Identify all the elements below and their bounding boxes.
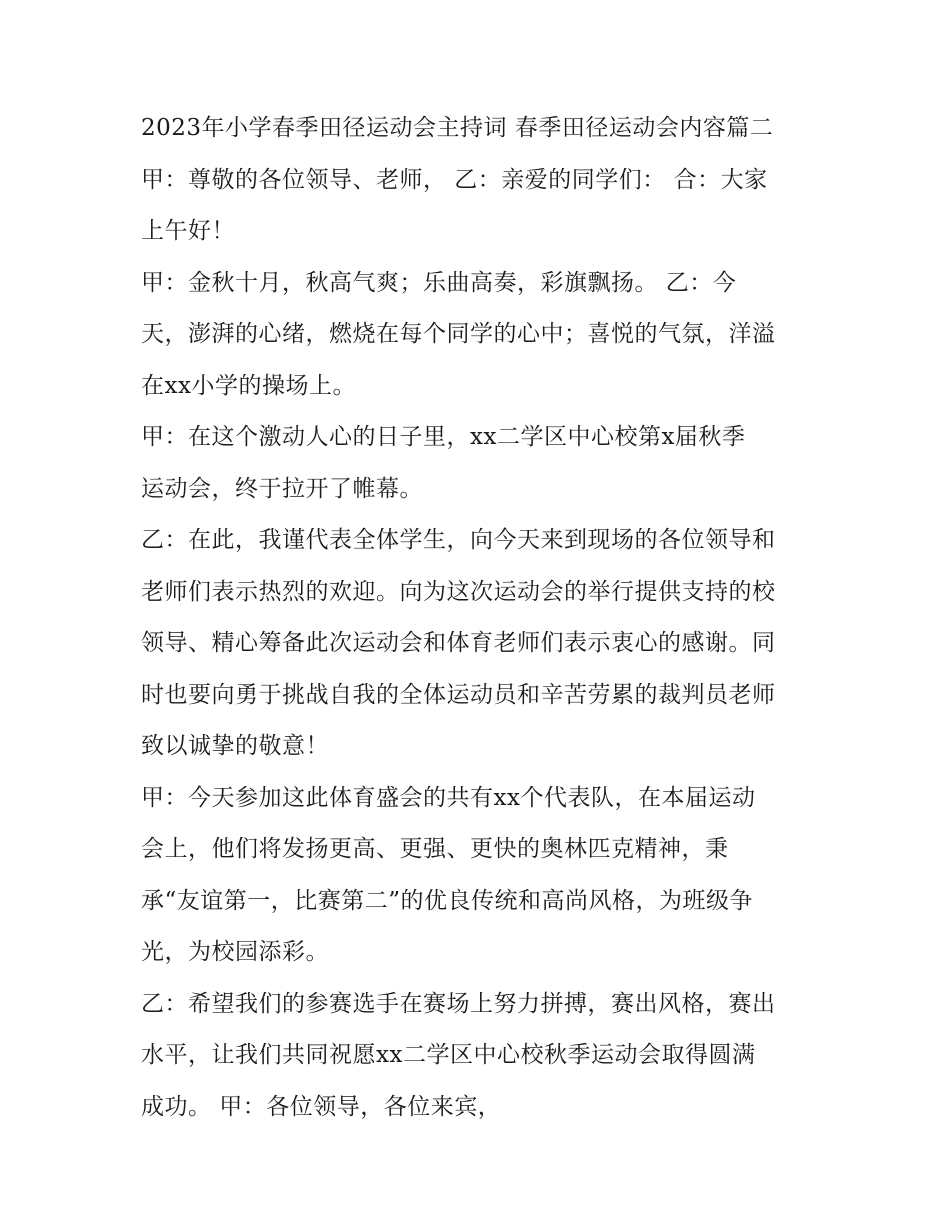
- text-line: 光，为校园添彩。: [141, 939, 329, 965]
- text-line: 会上，他们将发扬更高、更强、更快的奥林匹克精神，秉: [141, 836, 729, 862]
- text-line: 甲：尊敬的各位领导、老师， 乙：亲爱的同学们： 合：大家: [141, 166, 768, 193]
- text-line: 水平，让我们共同祝愿xx二学区中心校秋季运动会取得圆满: [141, 1042, 756, 1068]
- text-line: 乙：在此，我谨代表全体学生，向今天来到现场的各位领导和: [141, 527, 776, 553]
- text-line: 乙：希望我们的参赛选手在赛场上努力拼搏，赛出风格，赛出: [141, 990, 776, 1017]
- text-line: 在xx小学的操场上。: [141, 372, 356, 399]
- text-line: 承“友谊第一，比赛第二”的优良传统和高尚风格，为班级争: [141, 887, 754, 914]
- text-line: 致以诚挚的敬意！: [141, 733, 329, 759]
- text-line: 运动会，终于拉开了帷幕。: [141, 475, 423, 502]
- text-line: 成功。 甲：各位领导，各位来宾，: [141, 1093, 502, 1120]
- text-line: 天，澎湃的心绪，燃烧在每个同学的心中；喜悦的气氛，洋溢: [141, 321, 776, 347]
- text-line: 2023年小学春季田径运动会主持词 春季田径运动会内容篇二: [141, 115, 774, 141]
- text-line: 甲：在这个激动人心的日子里，xx二学区中心校第x届秋季: [141, 424, 746, 450]
- text-line: 老师们表示热烈的欢迎。向为这次运动会的举行提供支持的校: [141, 578, 776, 605]
- text-line: 上午好！: [141, 218, 235, 244]
- document-body: [141, 103, 831, 1133]
- text-line: 甲：今天参加这此体育盛会的共有xx个代表队，在本届运动: [141, 784, 756, 811]
- text-line: 领导、精心筹备此次运动会和体育老师们表示衷心的感谢。同: [141, 630, 776, 656]
- text-line: 甲：金秋十月，秋高气爽；乐曲高奏，彩旗飘扬。 乙：今: [141, 269, 737, 296]
- text-line: 时也要向勇于挑战自我的全体运动员和辛苦劳累的裁判员老师: [141, 681, 776, 708]
